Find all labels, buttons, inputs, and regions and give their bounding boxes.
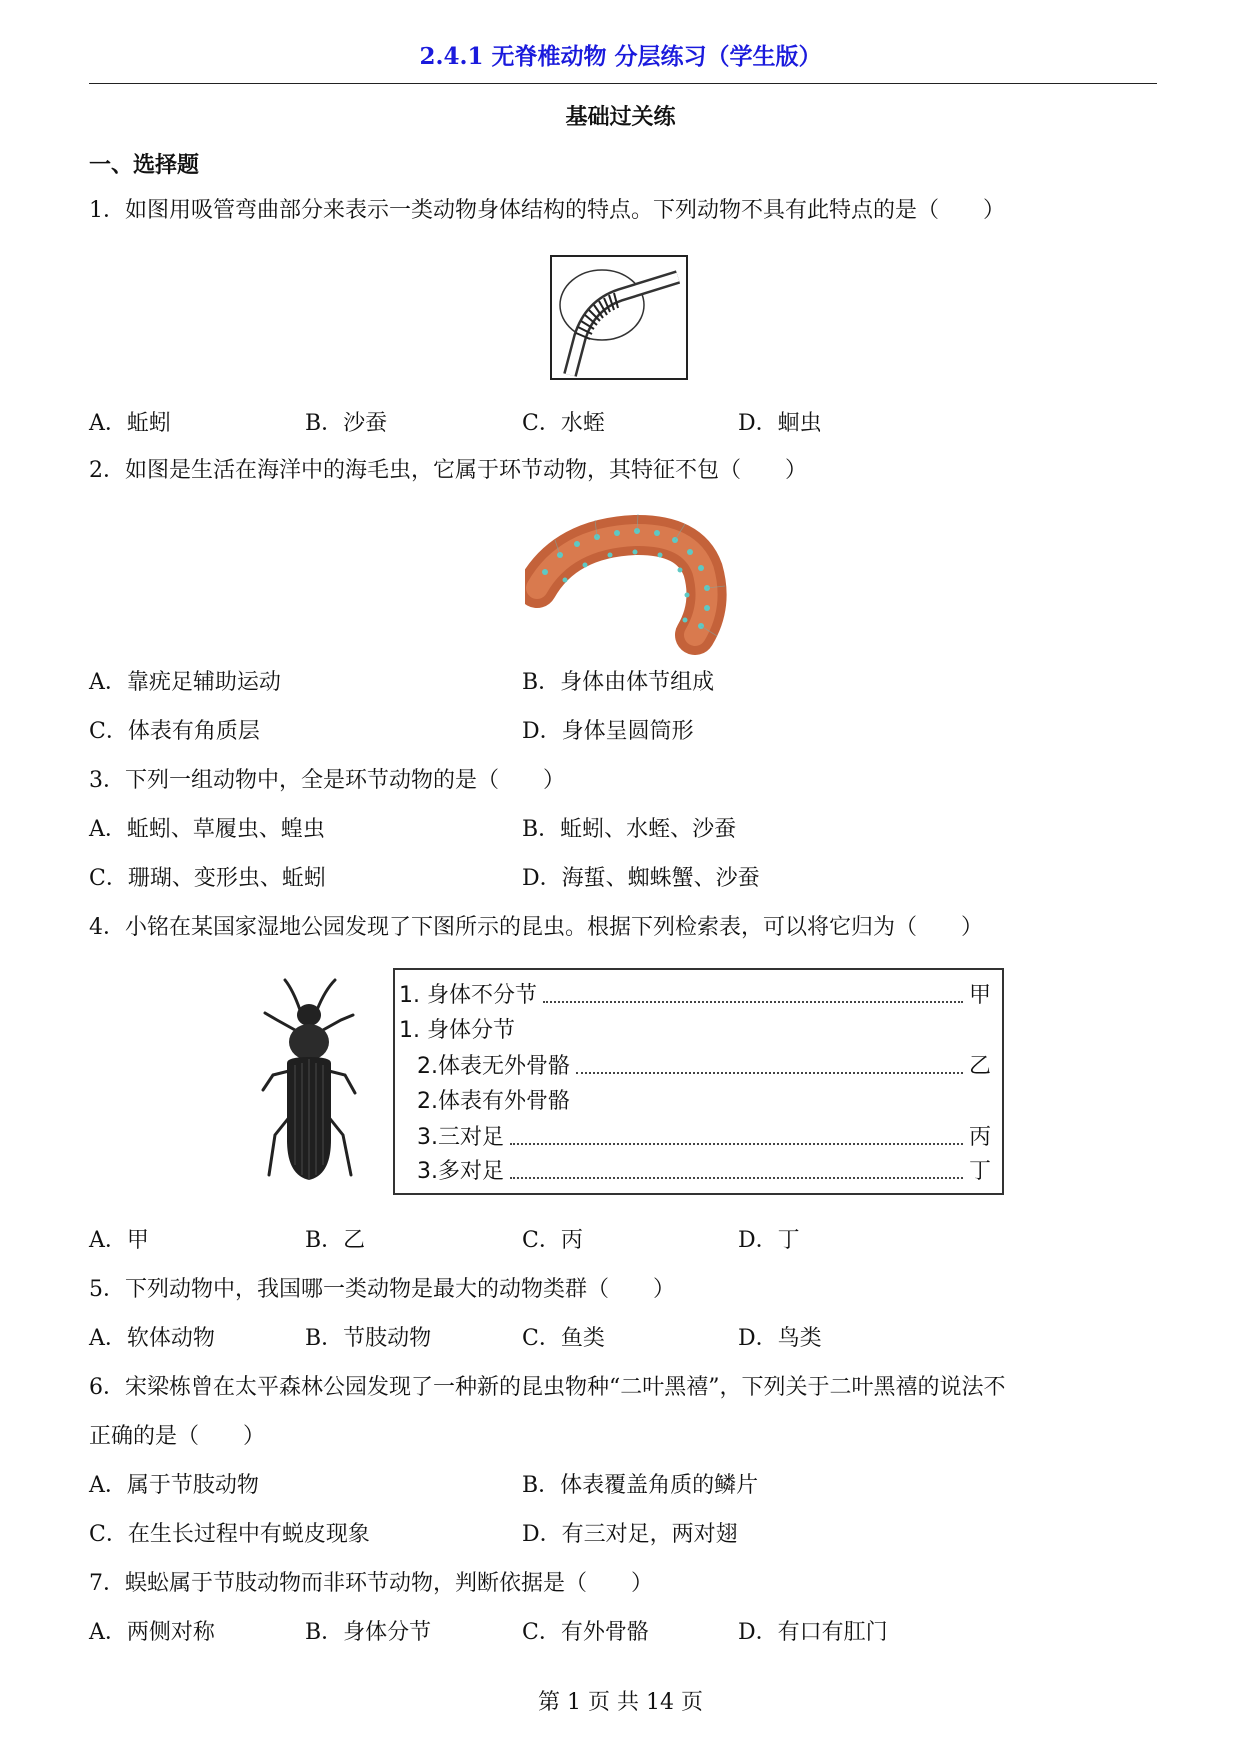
question-7: 7．蜈蚣属于节肢动物而非环节动物，判断依据是（ ） (89, 1571, 653, 1596)
q6-option-b[interactable]: B．体表覆盖角质的鳞片 (522, 1473, 759, 1498)
q7-option-c[interactable]: C．有外骨骼 (522, 1620, 649, 1645)
q2-option-a[interactable]: A．靠疣足辅助运动 (89, 670, 281, 695)
sea-worm-image (525, 510, 730, 655)
leader-dots (576, 1072, 963, 1074)
q4-option-c[interactable]: C．丙 (522, 1228, 583, 1253)
key-row-label: 1. 身体不分节 (399, 983, 537, 1008)
q2-option-d[interactable]: D．身体呈圆筒形 (522, 719, 694, 744)
q6-option-c[interactable]: C．在生长过程中有蜕皮现象 (89, 1522, 370, 1547)
q4-option-d[interactable]: D．丁 (738, 1228, 800, 1253)
header-rule (89, 83, 1157, 84)
key-row-label: 3.三对足 (417, 1125, 504, 1150)
question-3: 3．下列一组动物中，全是环节动物的是（ ） (89, 768, 565, 793)
q5-option-c[interactable]: C．鱼类 (522, 1326, 605, 1351)
q6-option-d[interactable]: D．有三对足，两对翅 (522, 1522, 738, 1547)
question-6-continued: 正确的是（ ） (89, 1424, 266, 1449)
q1-option-d[interactable]: D．蛔虫 (738, 411, 822, 436)
key-row-label: 1. 身体分节 (399, 1018, 515, 1043)
key-row (417, 1049, 991, 1080)
key-row-label: 2.体表无外骨骼 (417, 1054, 570, 1079)
key-row-result: 丁 (968, 1159, 991, 1184)
q1-option-c[interactable]: C．水蛭 (522, 411, 605, 436)
q7-option-b[interactable]: B．身体分节 (305, 1620, 432, 1645)
q3-option-d[interactable]: D．海蜇、蜘蛛蟹、沙蚕 (522, 866, 760, 891)
straw-figure (550, 255, 688, 380)
key-row (399, 978, 991, 1009)
q2-option-c[interactable]: C．体表有角质层 (89, 719, 260, 744)
q4-option-a[interactable]: A．甲 (89, 1228, 149, 1253)
leader-dots (510, 1143, 963, 1145)
q5-option-a[interactable]: A．软体动物 (89, 1326, 215, 1351)
q3-option-b[interactable]: B．蚯蚓、水蛭、沙蚕 (522, 817, 737, 842)
page-number: 第 1 页 共 14 页 (538, 1690, 703, 1715)
key-row-result: 乙 (968, 1054, 991, 1079)
question-4: 4．小铭在某国家湿地公园发现了下图所示的昆虫。根据下列检索表，可以将它归为（ ） (89, 915, 984, 940)
q3-option-c[interactable]: C．珊瑚、变形虫、蚯蚓 (89, 866, 326, 891)
beetle-image (255, 975, 365, 1190)
q4-option-b[interactable]: B．乙 (305, 1228, 366, 1253)
leader-dots (510, 1177, 963, 1179)
q2-option-b[interactable]: B．身体由体节组成 (522, 670, 715, 695)
q1-option-a[interactable]: A．蚯蚓 (89, 411, 171, 436)
key-row-label: 3.多对足 (417, 1159, 504, 1184)
question-6: 6．宋梁栋曾在太平森林公园发现了一种新的昆虫物种“二叶黑禧”，下列关于二叶黑禧的说法不 (89, 1375, 1006, 1400)
key-row (417, 1120, 991, 1151)
key-row-result: 甲 (968, 983, 991, 1008)
key-row-result: 丙 (968, 1125, 991, 1150)
document-title: 2.4.1 无脊椎动物 分层练习（学生版） (419, 43, 822, 70)
leader-dots (543, 1001, 963, 1003)
section-title: 基础过关练 (565, 104, 676, 130)
question-5: 5．下列动物中，我国哪一类动物是最大的动物类群（ ） (89, 1277, 675, 1302)
question-2: 2．如图是生活在海洋中的海毛虫，它属于环节动物，其特征不包（ ） (89, 458, 807, 483)
key-row (399, 1013, 515, 1044)
key-row (417, 1154, 991, 1185)
q3-option-a[interactable]: A．蚯蚓、草履虫、蝗虫 (89, 817, 325, 842)
key-row-label: 2.体表有外骨骼 (417, 1089, 570, 1114)
part-title: 一、选择题 (89, 152, 200, 178)
key-row (417, 1084, 570, 1115)
q5-option-d[interactable]: D．鸟类 (738, 1326, 822, 1351)
q7-option-a[interactable]: A．两侧对称 (89, 1620, 215, 1645)
question-1: 1．如图用吸管弯曲部分来表示一类动物身体结构的特点。下列动物不具有此特点的是（ ） (89, 198, 1006, 223)
q5-option-b[interactable]: B．节肢动物 (305, 1326, 432, 1351)
q6-option-a[interactable]: A．属于节肢动物 (89, 1473, 259, 1498)
q7-option-d[interactable]: D．有口有肛门 (738, 1620, 888, 1645)
q1-option-b[interactable]: B．沙蚕 (305, 411, 388, 436)
identification-key-table (393, 968, 1004, 1195)
